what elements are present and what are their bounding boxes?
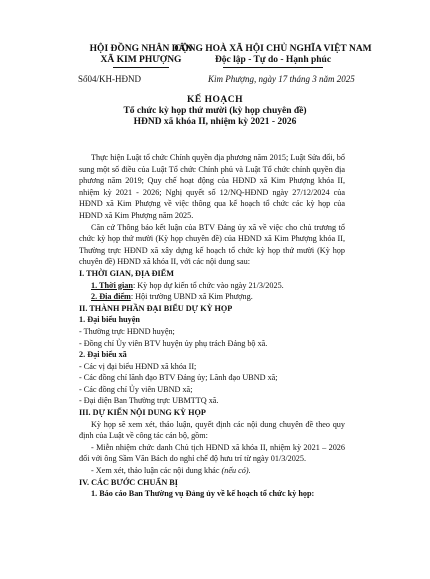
- place-label: 2. Địa điểm: [91, 292, 131, 302]
- subsection-heading: 2. Đại biểu xã: [79, 350, 127, 360]
- list-item: - Đồng chí Ủy viên BTV huyện ủy phụ trách Đảng bộ xã.: [79, 338, 268, 348]
- header-left-rule: [113, 67, 169, 68]
- list-item: - Các vị đại biểu HĐND xã khóa II;: [79, 361, 197, 371]
- national-motto: Độc lập - Tự do - Hạnh phúc: [214, 55, 332, 65]
- conclusion-paragraph: Căn cứ Thông báo kết luận của BTV Đảng ủy xã về việc cho chủ trương tổ chức kỳ họp thứ mười (Kỳ họp chuyên đề) của HĐND xã Kim Phượng khóa II, Thường trực HĐND xã xây dựng kế hoạch tổ chức kỳ họp thứ mười (Kỳ họp chuyên đề) HĐND xã khóa II, với các nội dung sau:: [79, 222, 345, 267]
- national-header: [168, 44, 378, 68]
- place-and-date: Kim Phượng, ngày 17 tháng 3 năm 2025: [208, 74, 355, 84]
- commune-name: XÃ KIM PHƯỢNG: [100, 55, 182, 65]
- subsection-heading: 1. Báo cáo Ban Thường vụ Đảng ủy về kế hoạch tổ chức kỳ họp:: [91, 489, 315, 499]
- time-label: 1. Thời gian: [91, 280, 133, 290]
- place-line: [79, 291, 345, 303]
- time-line: [79, 280, 345, 292]
- legal-basis-paragraph: Thực hiện Luật tổ chức Chính quyền địa phương năm 2015; Luật Sửa đổi, bổ sung một số điều của Luật Tổ chức Chính phủ và Luật Tổ chức chính quyền địa phương năm 2019; Quy chế hoạt động của HĐND xã Kim Phượng khóa II, nhiệm kỳ 2021 - 2026; Nghị quyết số 12/NQ-HĐND ngày 27/12/2024 của HĐND xã Kim Phượng về việc thông qua kế hoạch tổ chức các kỳ họp của HĐND xã Kim Phượng năm 2025.: [79, 153, 345, 220]
- title-subject: Tổ chức kỳ họp thứ mười (kỳ họp chuyên đề): [123, 106, 307, 116]
- council-name: HỘI ĐỒNG NHÂN DÂN: [89, 44, 193, 54]
- section-heading: IV. CÁC BƯỚC CHUẨN BỊ: [79, 477, 178, 487]
- agenda-other-text: - Xem xét, thảo luận các nội dung khác: [91, 466, 222, 476]
- list-item: - Đại diện Ban Thường trực UBMTTQ xã.: [79, 396, 219, 406]
- subsection-heading: 1. Đại biểu huyện: [79, 315, 140, 325]
- title-term: HĐND xã khóa II, nhiệm kỳ 2021 - 2026: [133, 117, 297, 127]
- header-right-rule: [223, 67, 323, 68]
- place-value: : Hội trường UBND xã Kim Phượng.: [130, 292, 253, 302]
- section-heading: II. THÀNH PHẦN ĐẠI BIỂU DỰ KỲ HỌP: [79, 303, 233, 313]
- document-number: Số04/KH-HĐND: [78, 74, 141, 84]
- document-type: KẾ HOẠCH: [187, 95, 243, 105]
- document-title: [0, 95, 430, 128]
- agenda-item: - Miễn nhiệm chức danh Chủ tịch HĐND xã khóa II, nhiệm kỳ 2021 – 2026 đối với ông Sầm Văn Bách do nghỉ chế độ hưu trí từ ngày 01/3/2025.: [79, 442, 345, 464]
- list-item: - Các đồng chí Ủy viên UBND xã;: [79, 384, 193, 394]
- document-body: [79, 152, 345, 500]
- nation-name: CỘNG HOÀ XÃ HỘI CHỦ NGHĨA VIỆT NAM: [174, 44, 372, 54]
- time-value: : Kỳ họp dự kiến tổ chức vào ngày 21/3/2025.: [132, 280, 284, 290]
- list-item: - Thường trực HĐND huyện;: [79, 326, 175, 336]
- list-item: - Các đồng chí lãnh đạo BTV Đảng ủy; Lãnh đạo UBND xã;: [79, 373, 278, 383]
- agenda-other-note: (nếu có).: [221, 466, 251, 476]
- section-heading: III. DỰ KIẾN NỘI DUNG KỲ HỌP: [79, 408, 206, 418]
- agenda-paragraph: Kỳ họp sẽ xem xét, thảo luận, quyết định các nội dung chuyên đề theo quy định của Luật về công tác cán bộ, gồm:: [79, 419, 345, 441]
- agenda-item-other: [79, 465, 345, 477]
- section-heading: I. THỜI GIAN, ĐỊA ĐIỂM: [79, 268, 174, 278]
